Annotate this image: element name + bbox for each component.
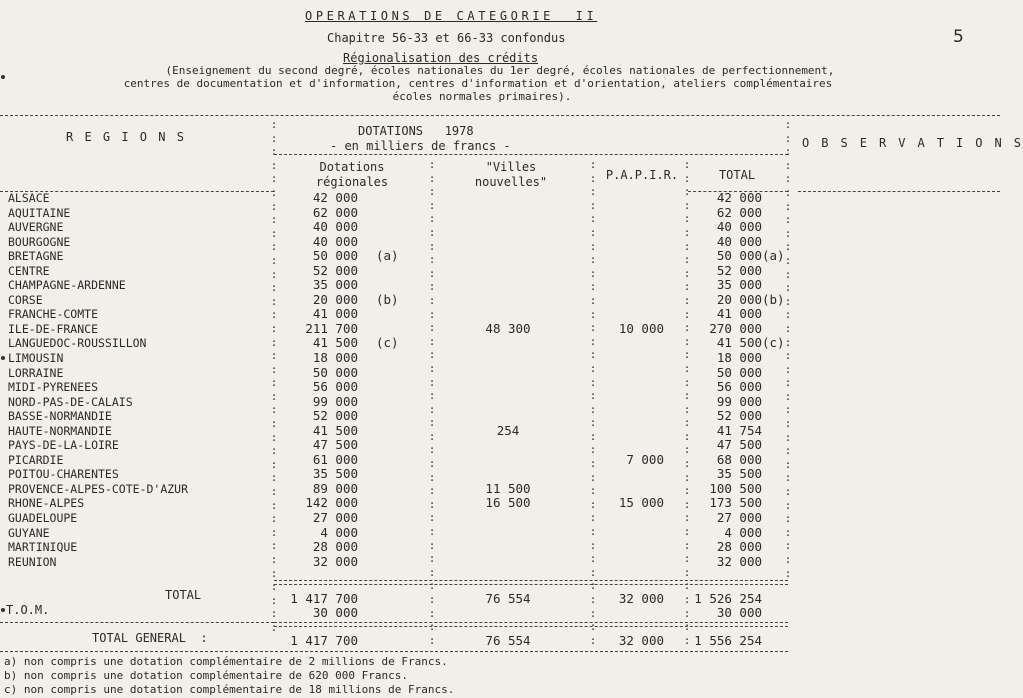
dotations-notes-column [376, 191, 416, 569]
row-total: 47 500 [716, 437, 762, 453]
row-villes [436, 380, 580, 395]
row-region: CHAMPAGNE-ARDENNE [8, 278, 126, 293]
row-dotations-note [376, 322, 416, 337]
row-dotations: 40 000 [312, 219, 358, 235]
total-column [690, 191, 762, 569]
row-papir [592, 438, 664, 453]
tom-total: 30 000 [716, 605, 762, 620]
row-dotations: 61 000 [312, 451, 358, 467]
row-total-note [762, 307, 786, 322]
description-line-2: centres de documentation et d'information, centres d'information et d'orientation, ateliers complémentaires [123, 77, 833, 90]
row-region: REUNION [8, 554, 57, 569]
row-total-note [762, 409, 786, 424]
margin-mark [1, 356, 5, 360]
total-total: 1 526 254 [694, 591, 762, 606]
dotations-1978-header: DOTATIONS 1978 [358, 124, 474, 138]
row-dotations-note [376, 366, 416, 381]
row-total-note [762, 526, 786, 541]
row-dotations-note [376, 220, 416, 235]
row-villes [436, 467, 580, 482]
row-papir [592, 467, 664, 482]
row-villes [436, 293, 580, 308]
general-dotations: 1 417 700 [290, 633, 358, 648]
row-dotations: 41 000 [312, 306, 358, 322]
row-region: MIDI-PYRENEES [8, 380, 99, 395]
description-line-1: (Enseignement du second degré, écoles nationales du 1er degré, écoles nationales de perfectionnement, [165, 64, 835, 77]
row-villes: 11 500 [485, 480, 531, 496]
row-region: FRANCHE-COMTE [8, 307, 99, 322]
row-dotations: 4 000 [320, 524, 358, 540]
row-region: GUADELOUPE [8, 511, 78, 526]
row-papir [592, 278, 664, 293]
row-dotations: 62 000 [312, 204, 358, 220]
description-line-3: écoles normales primaires). [392, 90, 572, 103]
region-column [8, 191, 268, 569]
row-total: 35 500 [716, 466, 762, 482]
column-separator-4: : : : : : : : : : : : : : : : : : : : : : : : : : : : : : : : : : : : : [683, 158, 691, 647]
general-villes: 76 554 [485, 633, 531, 648]
row-dotations-note: (b) [376, 291, 399, 307]
row-total-note [762, 191, 786, 206]
row-region: LANGUEDOC-ROUSSILLON [8, 336, 147, 351]
milliers-header: - en milliers de francs - [330, 139, 511, 153]
row-villes [436, 526, 580, 541]
row-dotations-note [376, 307, 416, 322]
row-dotations-note [376, 278, 416, 293]
general-rule-table [274, 622, 788, 623]
row-dotations-note [376, 555, 416, 570]
row-papir [592, 191, 664, 206]
row-dotations: 50 000 [312, 248, 358, 264]
row-total: 42 000 [716, 190, 762, 205]
row-total-note [762, 278, 786, 293]
row-villes [436, 511, 580, 526]
margin-mark [1, 75, 5, 79]
row-total: 41 500 [716, 335, 762, 351]
row-region: BOURGOGNE [8, 234, 71, 249]
footnote-c: c) non compris une dotation complémentaire de 18 millions de Francs. [4, 683, 455, 696]
row-villes [436, 264, 580, 279]
row-dotations-note [376, 380, 416, 395]
row-total-note [762, 438, 786, 453]
row-papir [592, 540, 664, 555]
row-villes [436, 351, 580, 366]
row-total-note: (c) [762, 335, 785, 351]
row-villes [436, 409, 580, 424]
observations-header: O B S E R V A T I O N S [802, 136, 1023, 150]
row-total-note [762, 322, 786, 337]
row-papir [592, 380, 664, 395]
row-total-note: (a) [762, 248, 785, 264]
row-region: PROVENCE-ALPES-COTE-D'AZUR [8, 481, 189, 496]
row-total-note: (b) [762, 291, 785, 307]
row-dotations-note [376, 409, 416, 424]
row-total-note [762, 496, 786, 511]
row-villes [436, 540, 580, 555]
row-dotations-note [376, 526, 416, 541]
row-dotations-note [376, 264, 416, 279]
row-region: BRETAGNE [8, 249, 64, 264]
row-dotations: 35 000 [312, 277, 358, 293]
row-papir [592, 482, 664, 497]
row-papir [592, 336, 664, 351]
row-villes [436, 249, 580, 264]
row-total: 41 754 [716, 422, 762, 438]
row-region: AUVERGNE [8, 220, 64, 235]
row-total-note [762, 482, 786, 497]
row-dotations: 42 000 [312, 190, 358, 205]
row-total: 270 000 [709, 320, 762, 336]
row-total: 50 000 [716, 364, 762, 380]
dotations-regionales-header-1: Dotations [319, 160, 385, 174]
row-dotations-note [376, 206, 416, 221]
row-total-note [762, 453, 786, 468]
tom-dotations: 30 000 [312, 605, 358, 620]
row-region: LIMOUSIN [8, 351, 64, 366]
total-villes: 76 554 [485, 591, 531, 606]
footnote-a: a) non compris une dotation complémentaire de 2 millions de Francs. [4, 655, 448, 668]
row-dotations: 52 000 [312, 408, 358, 424]
row-dotations: 41 500 [312, 422, 358, 438]
row-papir [592, 555, 664, 570]
row-dotations-note [376, 424, 416, 439]
row-region: PAYS-DE-LA-LOIRE [8, 438, 119, 453]
row-total-note [762, 540, 786, 555]
row-papir [592, 424, 664, 439]
row-papir [592, 526, 664, 541]
row-dotations-note [376, 496, 416, 511]
row-villes [436, 307, 580, 322]
row-villes [436, 191, 580, 206]
row-total-note [762, 264, 786, 279]
row-papir [592, 206, 664, 221]
table-top-rule [0, 115, 1000, 116]
row-villes [436, 336, 580, 351]
totals-rule-2 [274, 584, 788, 585]
row-region: CORSE [8, 292, 43, 307]
footnote-b: b) non compris une dotation complémentaire de 620 000 Francs. [4, 669, 408, 682]
row-total: 99 000 [716, 393, 762, 409]
row-total: 35 000 [716, 277, 762, 293]
column-separator-5: : : : : : : : : : : : : : : : : : : : : : : : : : : : : : : : : : : [784, 118, 792, 580]
row-dotations-note [376, 511, 416, 526]
row-dotations-note [376, 191, 416, 206]
general-rule-left [0, 622, 274, 623]
row-dotations: 35 500 [312, 466, 358, 482]
column-separator-2: : : : : : : : : : : : : : : : : : : : : : : : : : : : : : : : : : : : : [428, 158, 436, 647]
row-total-note [762, 220, 786, 235]
row-villes [436, 555, 580, 570]
row-villes [436, 235, 580, 250]
row-papir: 15 000 [618, 495, 664, 511]
row-region: NORD-PAS-DE-CALAIS [8, 394, 133, 409]
row-region: HAUTE-NORMANDIE [8, 423, 112, 438]
row-papir [592, 351, 664, 366]
row-villes: 254 [496, 422, 520, 438]
row-papir [592, 264, 664, 279]
row-dotations: 211 700 [305, 320, 358, 336]
dotations-column [270, 191, 358, 569]
header-bottom-rule-observations [798, 191, 1000, 192]
total-general-label: TOTAL GENERAL : [92, 631, 208, 645]
total-label: TOTAL [165, 588, 202, 602]
row-total-note [762, 424, 786, 439]
row-papir [592, 235, 664, 250]
row-dotations-note [376, 540, 416, 555]
column-separator-1: : : : : : : : : : : : : : : : : : : : : : : : : : : : : : : : : : : : : : : [270, 118, 278, 634]
row-total-note [762, 467, 786, 482]
row-dotations-note [376, 235, 416, 250]
row-total-note [762, 351, 786, 366]
general-rule-table-2 [274, 626, 788, 627]
row-dotations: 47 500 [312, 437, 358, 453]
row-papir [592, 307, 664, 322]
row-papir: 7 000 [626, 451, 664, 467]
row-region: MARTINIQUE [8, 540, 78, 555]
row-total: 32 000 [716, 553, 762, 569]
row-dotations-note [376, 482, 416, 497]
row-total: 56 000 [716, 379, 762, 395]
row-region: ILE-DE-FRANCE [8, 321, 99, 336]
row-villes [436, 395, 580, 410]
row-region: GUYANE [8, 525, 50, 540]
row-total: 40 000 [716, 219, 762, 235]
row-dotations-note [376, 351, 416, 366]
margin-mark [1, 608, 5, 612]
row-total: 100 500 [709, 480, 762, 496]
row-region: RHONE-ALPES [8, 496, 85, 511]
column-separator-3: : : : : : : : : : : : : : : : : : : : : : : : : : : : : : : : : : : : : [589, 158, 597, 647]
row-total-note [762, 511, 786, 526]
subheader-rule [274, 154, 788, 155]
villes-nouvelles-header-2: nouvelles" [474, 175, 548, 189]
row-total: 20 000 [716, 291, 762, 307]
row-region: BASSE-NORMANDIE [8, 409, 112, 424]
row-dotations: 41 500 [312, 335, 358, 351]
totals-rule-1 [274, 580, 788, 581]
row-dotations: 40 000 [312, 233, 358, 249]
row-dotations: 142 000 [305, 495, 358, 511]
row-papir [592, 220, 664, 235]
row-total-note [762, 555, 786, 570]
row-papir: 10 000 [618, 320, 664, 336]
row-region: CENTRE [8, 263, 50, 278]
total-notes-column [762, 191, 786, 569]
row-dotations: 27 000 [312, 510, 358, 526]
row-total-note [762, 395, 786, 410]
row-region: POITOU-CHARENTES [8, 467, 119, 482]
row-dotations: 18 000 [312, 350, 358, 366]
row-total: 173 500 [709, 495, 762, 511]
row-dotations-note: (c) [376, 335, 399, 351]
table-bottom-rule [0, 651, 788, 652]
row-papir [592, 249, 664, 264]
page-subtitle: Régionalisation des crédits [343, 51, 539, 65]
row-dotations: 32 000 [312, 553, 358, 569]
row-dotations: 89 000 [312, 480, 358, 496]
row-dotations: 99 000 [312, 393, 358, 409]
tom-label: T.O.M. [6, 603, 50, 617]
row-dotations-note [376, 438, 416, 453]
row-villes: 48 300 [485, 320, 531, 336]
row-villes [436, 206, 580, 221]
row-papir [592, 395, 664, 410]
row-dotations: 56 000 [312, 379, 358, 395]
villes-nouvelles-header-1: "Villes [485, 160, 537, 174]
papir-column [592, 191, 664, 569]
row-dotations: 52 000 [312, 262, 358, 278]
page-title: OPERATIONS DE CATEGORIE II [305, 9, 598, 23]
row-total: 62 000 [716, 204, 762, 220]
row-total: 27 000 [716, 510, 762, 526]
row-total-note [762, 235, 786, 250]
row-dotations: 50 000 [312, 364, 358, 380]
row-villes [436, 438, 580, 453]
row-total: 52 000 [716, 408, 762, 424]
row-dotations-note [376, 395, 416, 410]
page-number: 5 [953, 27, 964, 47]
row-total: 50 000 [716, 248, 762, 264]
total-papir: 32 000 [618, 591, 664, 606]
regions-header: R E G I O N S [66, 130, 186, 144]
total-dotations: 1 417 700 [290, 591, 358, 606]
row-total: 41 000 [716, 306, 762, 322]
row-total-note [762, 380, 786, 395]
row-total: 52 000 [716, 262, 762, 278]
row-villes [436, 453, 580, 468]
row-region: PICARDIE [8, 452, 64, 467]
row-region: AQUITAINE [8, 205, 71, 220]
row-dotations-note: (a) [376, 248, 399, 264]
general-papir: 32 000 [618, 633, 664, 648]
row-dotations-note [376, 453, 416, 468]
row-villes: 16 500 [485, 495, 531, 511]
row-total: 68 000 [716, 451, 762, 467]
row-dotations: 20 000 [312, 291, 358, 307]
papir-header: P.A.P.I.R. [605, 168, 679, 182]
row-region: ALSACE [8, 191, 50, 205]
villes-column [436, 191, 580, 569]
row-villes [436, 220, 580, 235]
row-region: LORRAINE [8, 365, 64, 380]
row-papir [592, 409, 664, 424]
row-villes [436, 278, 580, 293]
row-total: 28 000 [716, 539, 762, 555]
row-total: 4 000 [724, 524, 762, 540]
row-papir [592, 293, 664, 308]
row-villes [436, 366, 580, 381]
row-dotations-note [376, 467, 416, 482]
row-papir [592, 511, 664, 526]
row-papir [592, 366, 664, 381]
chapter-line: Chapitre 56-33 et 66-33 confondus [327, 31, 566, 45]
row-total-note [762, 366, 786, 381]
row-total: 18 000 [716, 350, 762, 366]
row-dotations: 28 000 [312, 539, 358, 555]
dotations-regionales-header-2: régionales [315, 175, 389, 189]
total-header: TOTAL [718, 168, 756, 182]
general-total: 1 556 254 [694, 633, 762, 648]
row-total-note [762, 206, 786, 221]
row-total: 40 000 [716, 233, 762, 249]
